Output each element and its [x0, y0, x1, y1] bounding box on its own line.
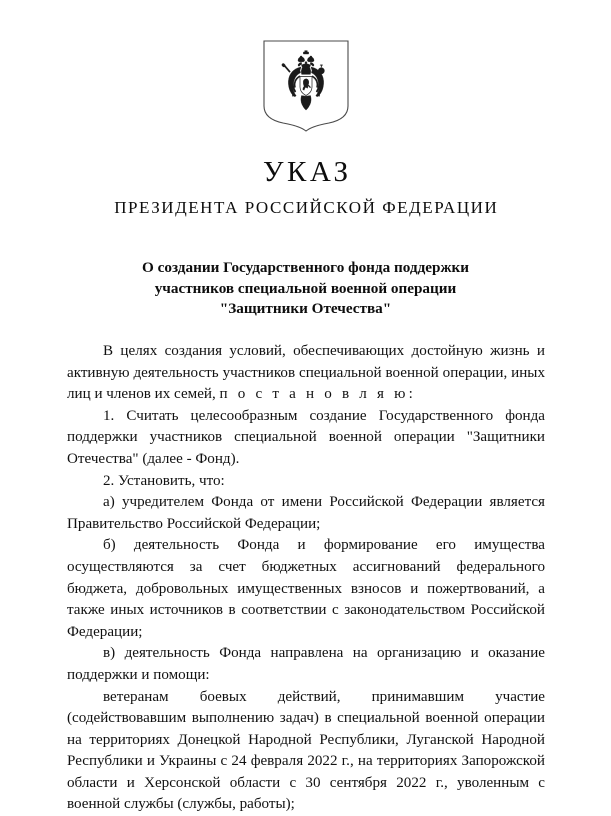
decree-subject-line-1: О создании Государственного фонда поддержки: [95, 258, 516, 279]
page-subtitle: ПРЕЗИДЕНТА РОССИЙСКОЙ ФЕДЕРАЦИИ: [0, 198, 611, 218]
preamble-text-after: :: [409, 386, 413, 402]
preamble-spaced-word: п о с т а н о в л я ю: [220, 386, 409, 402]
paragraph-item-2v: в) деятельность Фонда направлена на организацию и оказание поддержки и помощи:: [67, 643, 545, 686]
decree-body: [67, 341, 545, 816]
paragraph-preamble: [67, 341, 545, 406]
decree-subject-line-2: участников специальной военной операции: [95, 279, 516, 300]
coat-of-arms-icon: [263, 40, 349, 132]
paragraph-item-2a: а) учредителем Фонда от имени Российской Федерации является Правительство Российской Федерации;: [67, 492, 545, 535]
emblem-container: [0, 40, 611, 132]
paragraph-item-2b: б) деятельность Фонда и формирование его имущества осуществляются за счет бюджетных ассигнований федерального бюджета, добровольных имущественных взносов и пожертвований, а также иных источников в соответствии с законодательством Российской Федерации;: [67, 535, 545, 643]
preamble-text-before: В целях создания условий, обеспечивающих достойную жизнь и активную деятельность участников специальной военной операции, иных лиц и членов их семей,: [67, 343, 545, 402]
paragraph-item-1: 1. Считать целесообразным создание Государственного фонда поддержки участников специальной военной операции "Защитники Отечества" (далее - Фонд).: [67, 406, 545, 471]
paragraph-item-2v-sub1: ветеранам боевых действий, принимавшим участие (содействовавшим выполнению задач) в специальной военной операции на территориях Донецкой Народной Республики, Луганской Народной Республики и Украины с 24 февраля 2022 г., на территориях Запорожской области и Херсонской области с 30 сентября 2022 г., уволенным с военной службы (службы, работы);: [67, 687, 545, 816]
decree-subject-line-3: "Защитники Отечества": [95, 299, 516, 320]
page-title: УКАЗ: [0, 156, 611, 188]
decree-subject: [95, 258, 516, 320]
paragraph-item-2: 2. Установить, что:: [67, 471, 545, 493]
